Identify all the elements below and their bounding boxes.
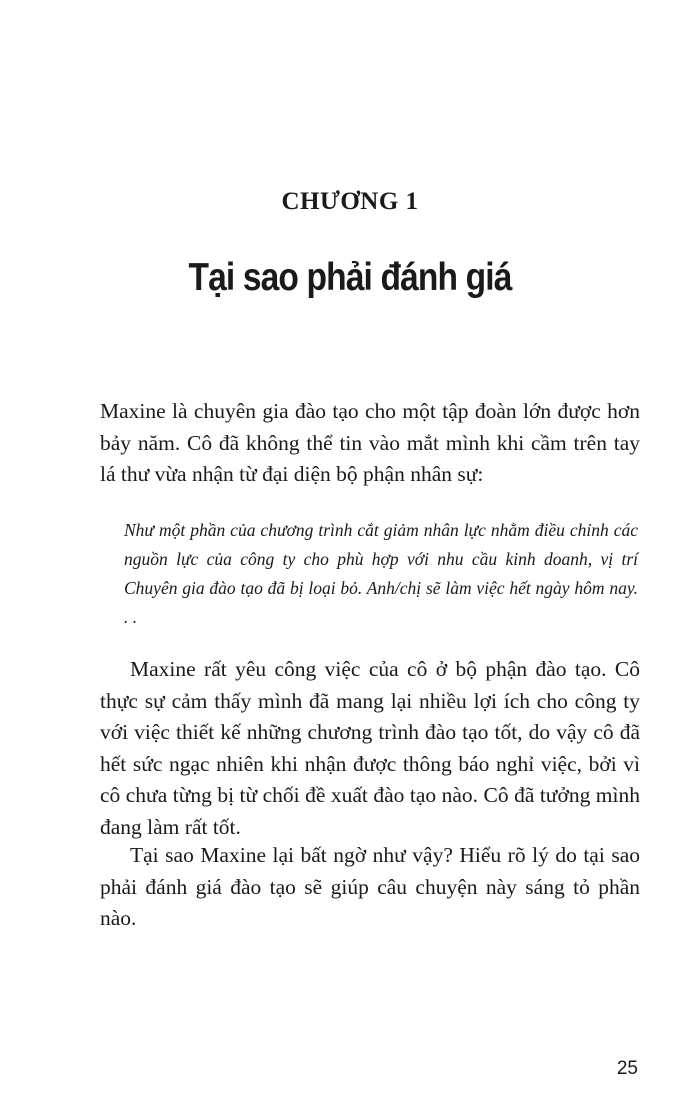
chapter-title: Tại sao phải đánh giá	[188, 256, 512, 299]
chapter-label: CHƯƠNG 1	[281, 188, 419, 215]
paragraph-intro: Maxine là chuyên gia đào tạo cho một tập đoàn lớn được hơn bảy năm. Cô đã không thể tin vào mắt mình khi cầm trên tay lá thư vừa nhận từ đại diện bộ phận nhân sự:	[100, 399, 640, 486]
paragraph-2: Maxine rất yêu công việc của cô ở bộ phận đào tạo. Cô thực sự cảm thấy mình đã mang lại nhiều lợi ích cho công ty với việc thiết kế những chương trình đào tạo tốt, do vậy cô đã hết sức ngạc nhiên khi nhận được thông báo nghỉ việc, bởi vì cô chưa từng bị từ chối đề xuất đào tạo nào. Cô đã tưởng mình đang làm rất tốt.	[100, 657, 640, 839]
block-quote: Như một phần của chương trình cắt giảm nhân lực nhằm điều chỉnh các nguồn lực của công ty cho phù hợp với nhu cầu kinh doanh, vị trí Chuyên gia đào tạo đã bị loại bỏ. Anh/chị sẽ làm việc hết ngày hôm nay. . .	[124, 520, 638, 627]
paragraph-3: Tại sao Maxine lại bất ngờ như vậy? Hiểu rõ lý do tại sao phải đánh giá đào tạo sẽ giúp câu chuyện này sáng tỏ phần nào.	[100, 843, 640, 930]
page-number: 25	[616, 1058, 638, 1079]
